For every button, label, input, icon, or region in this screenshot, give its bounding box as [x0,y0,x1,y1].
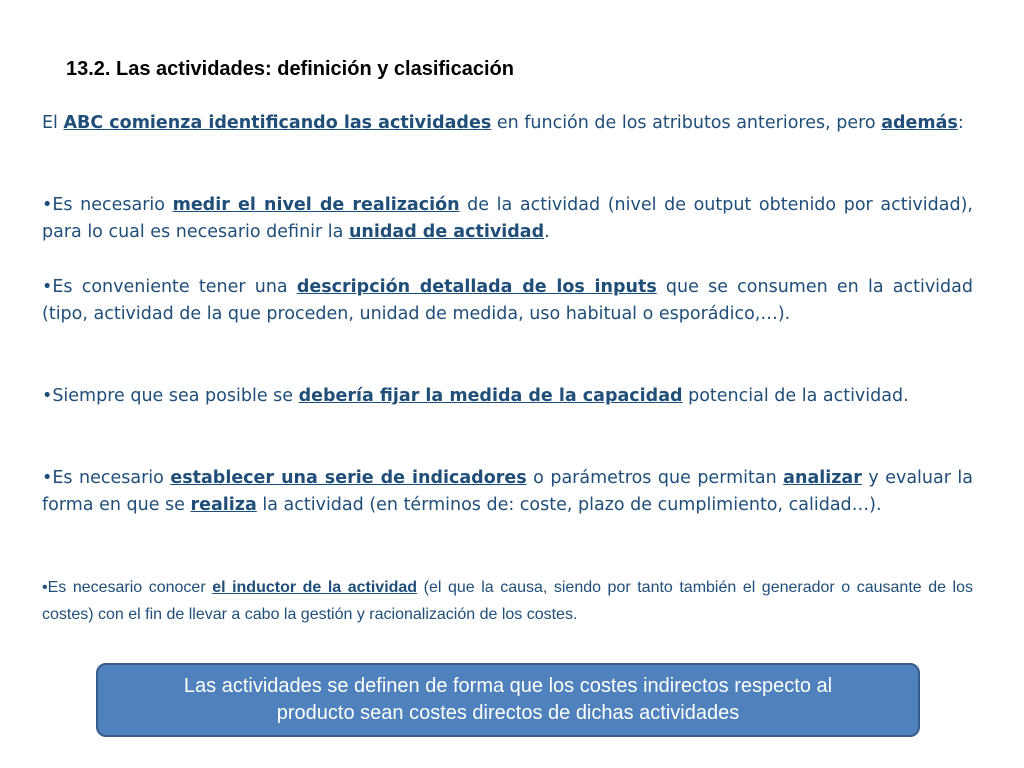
bullet-capacidad: •Siempre que sea posible se debería fijar la medida de la capacidad potencial de la actividad. [42,386,909,406]
emphasis-analizar: analizar [783,468,862,488]
bullet-descripcion: •Es conveniente tener una descripción detallada de los inputs que se consumen en la actividad (tipo, actividad de la que proceden, unidad de medida, uso habitual o esporádico,…). [42,277,973,324]
emphasis-realiza: realiza [190,495,257,515]
intro-emphasis-ademas: además [881,113,958,133]
intro-paragraph: El ABC comienza identificando las actividades en función de los atributos anteriores, pero además: [42,113,964,133]
intro-emphasis-abc: ABC comienza identificando las actividades [63,113,492,133]
bullet-medir: •Es necesario medir el nivel de realización de la actividad (nivel de output obtenido por actividad), para lo cual es necesario definir la unidad de actividad. [42,195,973,242]
emphasis-medida-capacidad: debería fijar la medida de la capacidad [298,386,683,406]
emphasis-unidad-actividad: unidad de actividad [348,222,545,242]
emphasis-indicadores: establecer una serie de indicadores [170,468,527,488]
slide-title: 13.2. Las actividades: definición y clasificación [66,58,514,80]
bullet-inductor: •Es necesario conocer el inductor de la actividad (el que la causa, siendo por tanto también el generador o causante de los costes) con el fin de llevar a cabo la gestión y racionalización de los costes. [42,579,974,623]
callout-text: Las actividades se definen de forma que los costes indirectos respecto al producto sean costes directos de dichas actividades [183,675,833,724]
emphasis-inductor: el inductor de la actividad [212,579,418,596]
emphasis-medir-nivel: medir el nivel de realización [172,195,460,215]
bullet-indicadores: •Es necesario establecer una serie de indicadores o parámetros que permitan analizar y evaluar la forma en que se realiza la actividad (en términos de: coste, plazo de cumplimiento, calidad…). [42,468,973,515]
emphasis-descripcion-inputs: descripción detallada de los inputs [296,277,657,297]
summary-callout-box [96,663,920,737]
